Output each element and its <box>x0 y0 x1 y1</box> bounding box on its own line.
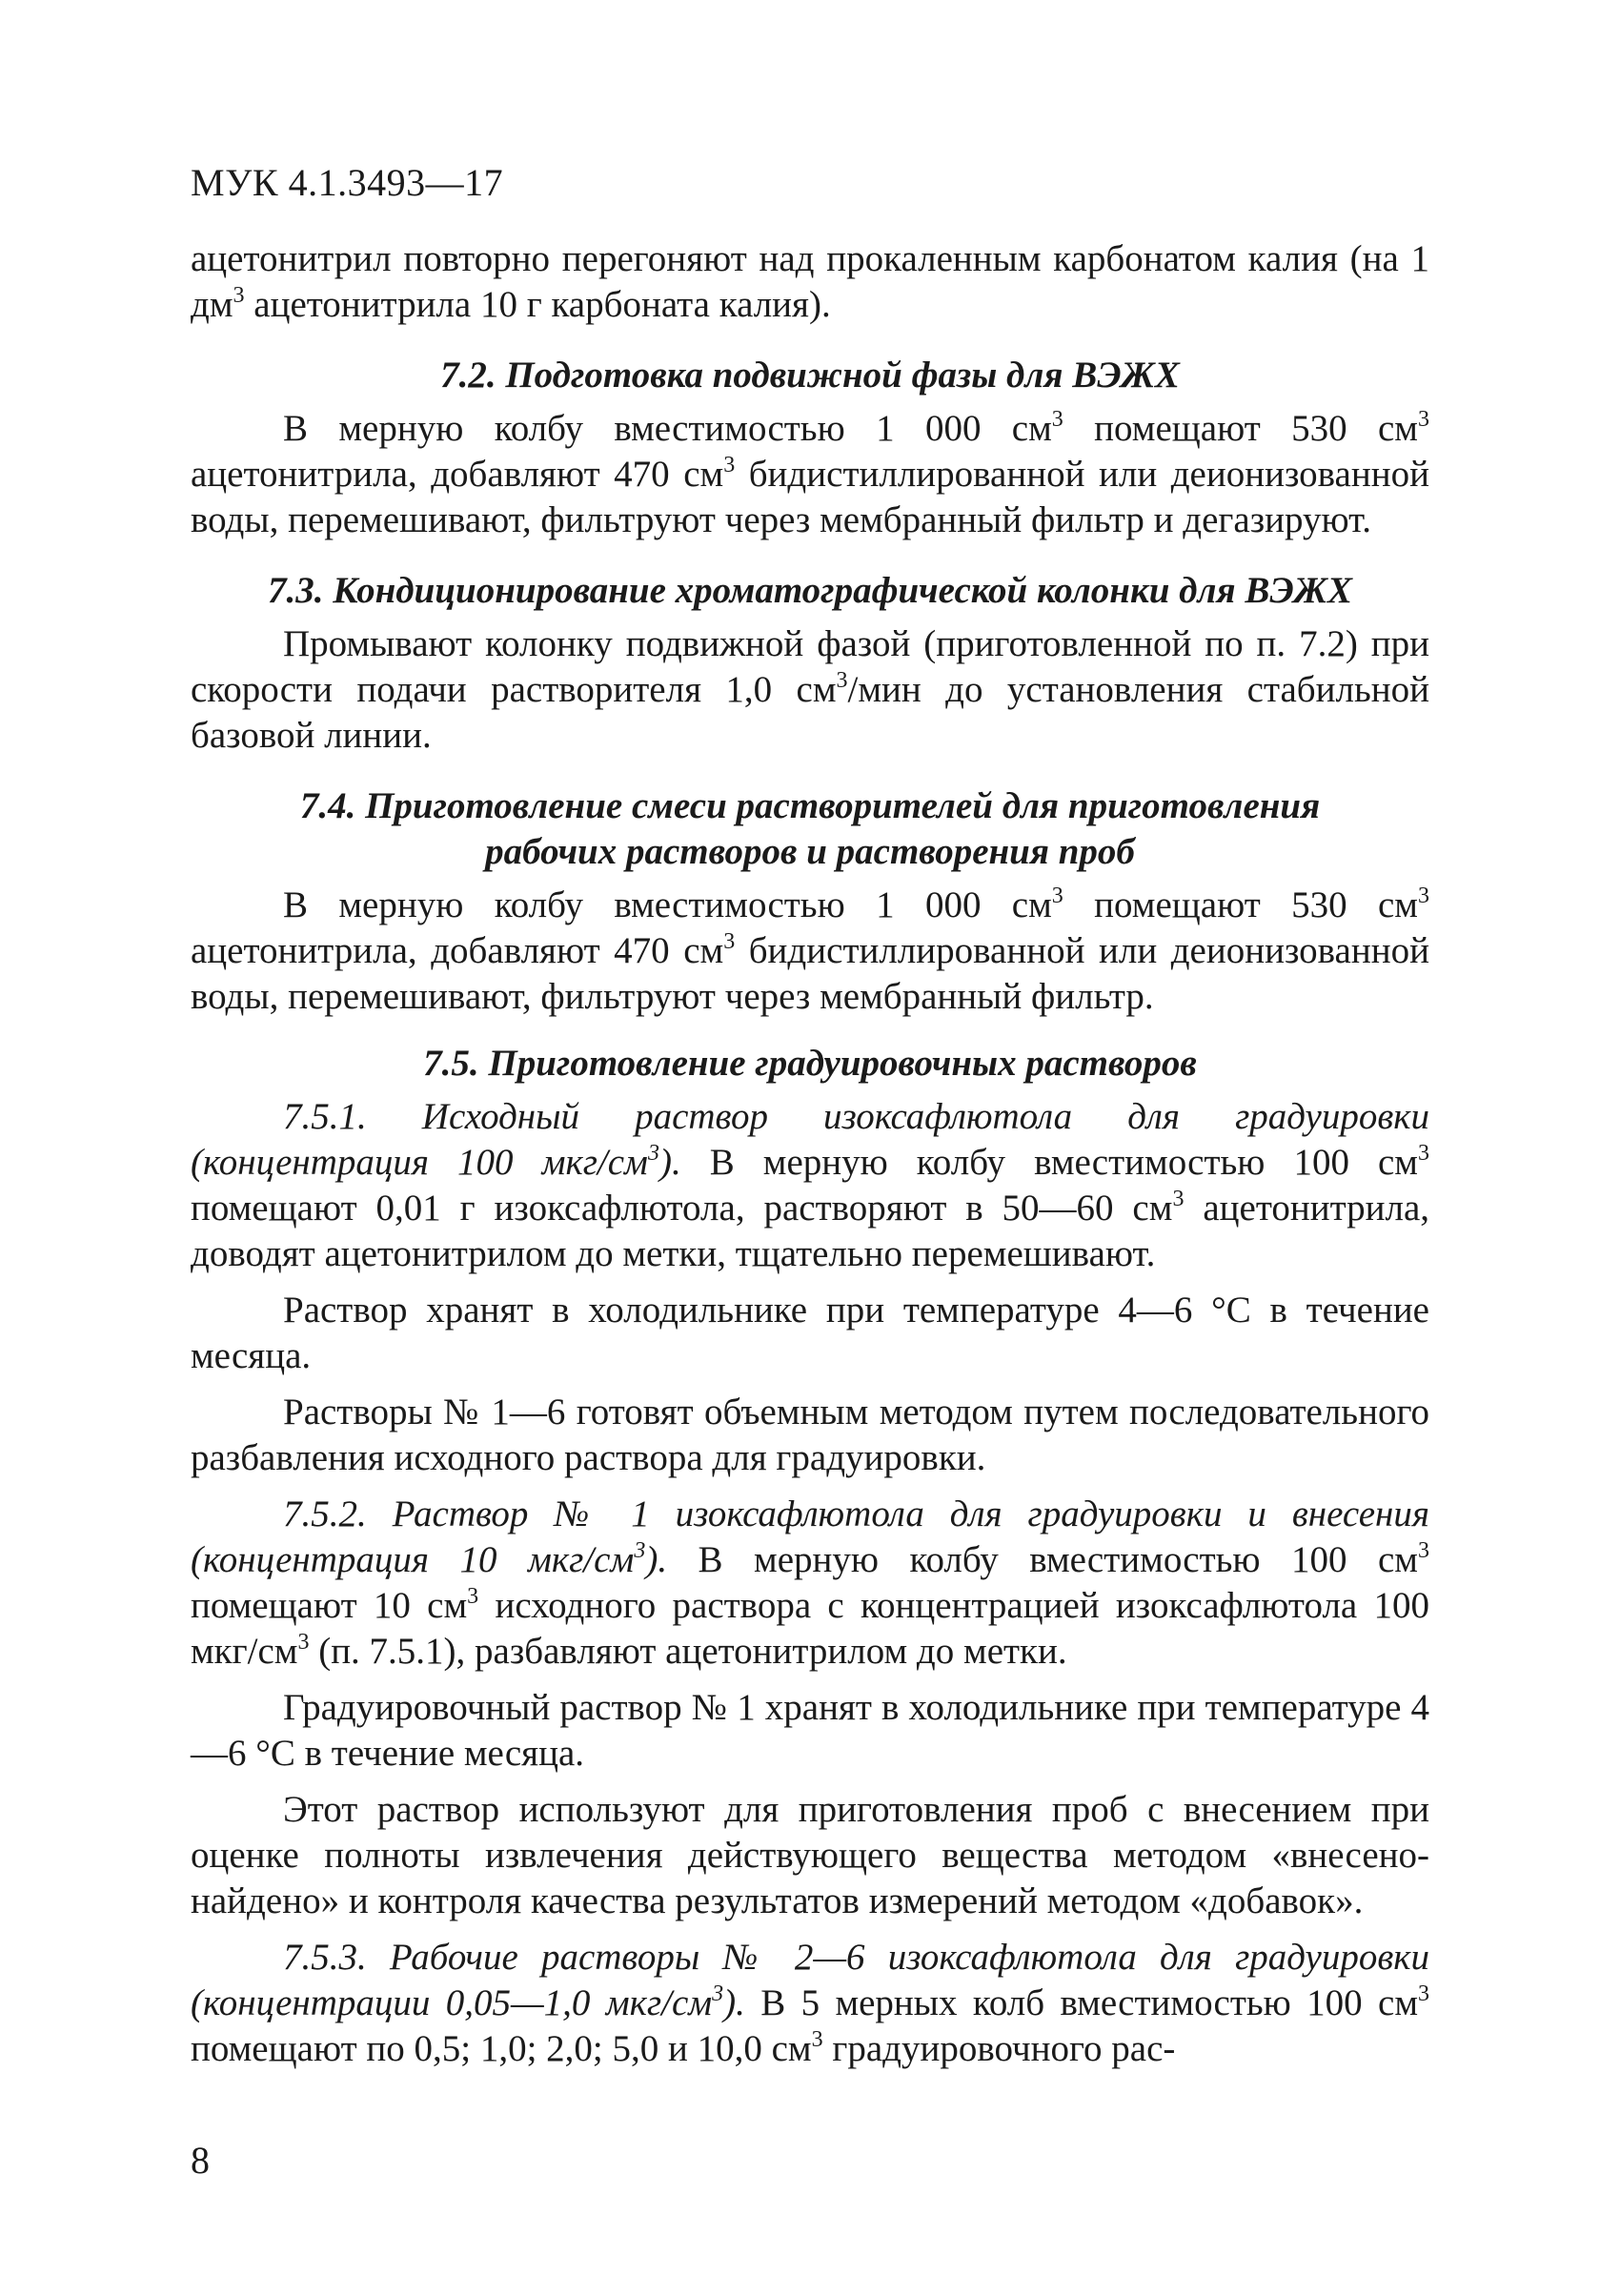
subsection-title: 7.5.1. Исходный раствор изоксафлютола для градуировки (концентрация 100 мкг/см <box>191 1096 1429 1183</box>
text-run: В мерную колбу вместимостью 1 000 см <box>283 408 1052 449</box>
paragraph-usage: Этот раствор используют для приготовления проб с внесением при оценке полноты извлечения действующего вещества методом «внесено-найдено» и контроля качества результатов измерений методом «добавок». <box>191 1789 1429 1921</box>
subsection-title: 7.5.2. Раствор № 1 изоксафлютола для градуировки и внесения (концентрация 10 мкг/см <box>191 1493 1429 1580</box>
superscript: 3 <box>467 1584 479 1609</box>
superscript: 3 <box>811 2027 823 2052</box>
heading-line: 7.4. Приготовление смеси растворителей для приготовления <box>299 785 1321 826</box>
paragraph-7-5-3 <box>191 1935 1429 2072</box>
superscript: 3 <box>1418 1981 1429 2006</box>
paragraph-7-2 <box>191 406 1429 543</box>
superscript: 3 <box>1172 1187 1185 1211</box>
superscript: 3 <box>297 1630 310 1655</box>
text-run: помещают 0,01 г изоксафлютола, растворяют в 50—60 см <box>191 1188 1173 1229</box>
heading-line: рабочих растворов и растворения проб <box>485 831 1135 872</box>
document-code: МУК 4.1.3493—17 <box>191 161 504 204</box>
section-heading-7-4 <box>191 783 1429 875</box>
text-run: (п. 7.5.1), разбавляют ацетонитрилом до метки. <box>309 1631 1067 1672</box>
superscript: 3 <box>647 1141 659 1166</box>
paragraph-7-5-2 <box>191 1492 1429 1675</box>
text-run: ацетонитрила 10 г карбоната калия). <box>244 284 831 325</box>
superscript: 3 <box>634 1538 646 1563</box>
text-run: бидистиллированной или деионизованной воды, перемешивают, фильтруют через мембранный фильтр и дегазируют. <box>191 454 1429 540</box>
subsection-title-end: ). <box>723 1982 745 2023</box>
text-run: бидистиллированной или деионизованной воды, перемешивают, фильтруют через мембранный фильтр. <box>191 930 1429 1017</box>
text-run: ацетонитрила, добавляют 470 см <box>191 454 724 495</box>
text-run: /мин до установления стабильной базовой линии. <box>191 669 1429 756</box>
text-run: ацетонитрила, добавляют 470 см <box>191 930 724 971</box>
superscript: 3 <box>1418 407 1429 432</box>
subsection-title-end: ). <box>645 1539 668 1580</box>
text-run: помещают 10 см <box>191 1585 468 1626</box>
section-heading-7-5: 7.5. Приготовление градуировочных растворов <box>423 1043 1197 1084</box>
text-run: помещают 530 см <box>1063 408 1418 449</box>
superscript: 3 <box>1051 407 1063 432</box>
superscript: 3 <box>723 453 736 477</box>
superscript: 3 <box>1418 1538 1429 1563</box>
subsection-title: 7.5.3. Рабочие растворы № 2—6 изоксафлютола для градуировки (концентрации 0,05—1,0 мкг/см <box>191 1937 1429 2023</box>
text-run: помещают 530 см <box>1063 884 1418 925</box>
text-run: Промывают колонку подвижной фазой (приготовленной по п. 7.2) при скорости подачи растворителя 1,0 см <box>191 623 1429 710</box>
subsection-title-end: ). <box>658 1142 681 1183</box>
paragraph-7-4 <box>191 883 1429 1020</box>
superscript: 3 <box>723 929 736 954</box>
paragraph-method: Растворы № 1—6 готовят объемным методом путем последовательного разбавления исходного раствора для градуировки. <box>191 1392 1429 1478</box>
section-heading-7-2: 7.2. Подготовка подвижной фазы для ВЭЖХ <box>440 355 1180 396</box>
text-run: ацетонитрил повторно перегоняют над прокаленным карбонатом калия (на 1 дм <box>191 238 1429 325</box>
paragraph-storage: Раствор хранят в холодильнике при температуре 4—6 °С в течение месяца. <box>191 1290 1429 1376</box>
superscript: 3 <box>1051 884 1063 908</box>
paragraph-7-3 <box>191 621 1429 759</box>
paragraph-storage-2: Градуировочный раствор № 1 хранят в холодильнике при температуре 4—6 °С в течение месяца. <box>191 1687 1429 1774</box>
text-run: ацетонитрила, доводят ацетонитрилом до метки, тщательно перемешивают. <box>191 1188 1429 1274</box>
text-run: исходного раствора с концентрацией изоксафлютола 100 мкг/см <box>191 1585 1429 1672</box>
text-run: помещают по 0,5; 1,0; 2,0; 5,0 и 10,0 см <box>191 2028 812 2069</box>
text-run: В мерную колбу вместимостью 1 000 см <box>283 884 1052 925</box>
continued-paragraph <box>191 236 1429 328</box>
text-run: В 5 мерных колб вместимостью 100 см <box>744 1982 1418 2023</box>
superscript: 3 <box>836 668 848 693</box>
superscript: 3 <box>233 283 245 308</box>
text-run: В мерную колбу вместимостью 100 см <box>680 1142 1418 1183</box>
superscript: 3 <box>712 1981 724 2006</box>
superscript: 3 <box>1418 1141 1429 1166</box>
section-heading-7-3: 7.3. Кондиционирование хроматографической колонки для ВЭЖХ <box>267 570 1353 611</box>
paragraph-7-5-1 <box>191 1094 1429 1277</box>
superscript: 3 <box>1418 884 1429 908</box>
page-number: 8 <box>191 2139 210 2182</box>
document-page <box>191 160 1429 2072</box>
text-run: В мерную колбу вместимостью 100 см <box>667 1539 1418 1580</box>
text-run: градуировочного рас- <box>822 2028 1176 2069</box>
